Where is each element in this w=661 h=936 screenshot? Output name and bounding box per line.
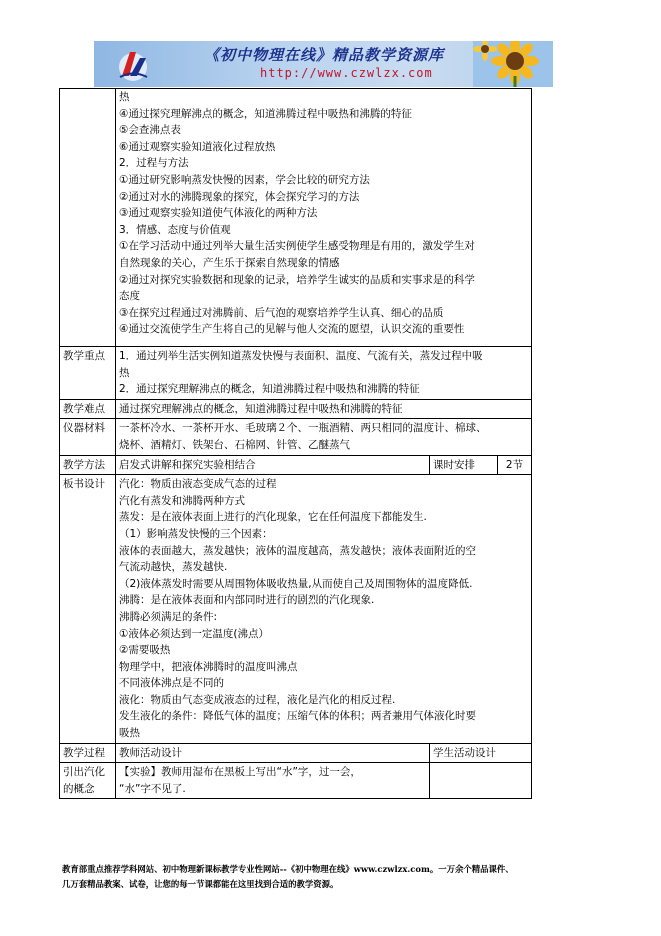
objective-line: ①通过研究影响蒸发快慢的因素，学会比较的研究方法 — [119, 173, 370, 186]
teacher-activity-header: 教师活动设计 — [116, 743, 430, 763]
board-line: 沸腾：是在液体表面和内部同时进行的剧烈的汽化现象. — [119, 594, 375, 607]
method-label: 教学方法 — [60, 455, 116, 475]
objective-line: ③在探究过程通过对沸腾前、后气泡的观察培养学生认真、细心的品质 — [119, 306, 444, 319]
difficulty-row — [60, 399, 532, 419]
method-row — [60, 455, 532, 475]
materials-row — [60, 419, 532, 455]
schedule-label: 课时安排 — [430, 455, 498, 475]
page-footer — [62, 862, 622, 892]
key-point-line: 热 — [119, 366, 130, 379]
objective-line: ②通过对水的沸腾现象的探究，体会探究学习的方法 — [119, 190, 360, 203]
board-line: 液化：物质由气态变成液态的过程，液化是汽化的相反过程. — [119, 693, 396, 706]
banner-url[interactable]: http://www.czwlzx.com — [260, 66, 433, 80]
materials-content — [116, 419, 532, 455]
material-line: 一茶杯冷水、一茶杯开水、毛玻璃２个、一瓶酒精、两只相同的温度计、棉球、 — [119, 422, 487, 435]
board-line: 液体的表面越大，蒸发越快；液体的温度越高，蒸发越快；液体表面附近的空 — [119, 544, 476, 557]
objective-line: 自然现象的关心，产生乐于探索自然现象的情感 — [119, 256, 340, 269]
method-content — [116, 455, 430, 475]
objective-line: 3．情感、态度与价值观 — [119, 223, 231, 236]
process-label: 教学过程 — [60, 743, 116, 763]
materials-label: 仪器材料 — [60, 419, 116, 455]
board-line: ①液体必须达到一定温度(沸点） — [119, 627, 270, 640]
objectives-content — [116, 89, 532, 347]
intro-teacher-content — [116, 763, 430, 799]
intro-label-line: 的概念 — [63, 782, 95, 795]
key-points-row — [60, 347, 532, 400]
board-line: 汽化有蒸发和沸腾两种方式 — [119, 494, 245, 507]
board-line: 沸腾必须满足的条件: — [119, 610, 218, 623]
objective-line: ②通过对探究实验数据和现象的记录，培养学生诚实的品质和实事求是的科学 — [119, 273, 475, 286]
board-line: ②需要吸热 — [119, 644, 171, 657]
board-line: 汽化：物质由液态变成气态的过程 — [119, 478, 277, 491]
objective-line: 态度 — [119, 290, 140, 303]
board-line: 吸热 — [119, 727, 140, 740]
key-point-line: 1．通过列举生活实例知道蒸发快慢与表面积、温度、气流有关，蒸发过程中吸 — [119, 350, 483, 362]
key-point-line: 2．通过探究理解沸点的概念，知道沸腾过程中吸热和沸腾的特征 — [119, 383, 420, 396]
objective-line: ①在学习活动中通过列举大量生活实例使学生感受物理是有用的，激发学生对 — [119, 240, 475, 253]
board-content — [116, 475, 532, 744]
objective-line: ③通过观察实验知道使气体液化的两种方法 — [119, 207, 318, 220]
objective-line: 热 — [119, 91, 130, 103]
banner-title: 《初中物理在线》精品教学资源库 — [204, 46, 445, 64]
objective-line: ④通过交流使学生产生将自己的见解与他人交流的愿望，认识交流的重要性 — [119, 323, 465, 336]
intro-label-line: 引出汽化 — [63, 766, 105, 779]
board-line: （1）影响蒸发快慢的三个因素： — [119, 527, 273, 540]
objectives-row — [60, 89, 532, 347]
board-line: （2)液体蒸发时需要从周围物体吸收热量,从而使自己及周围物体的温度降低. — [119, 577, 473, 590]
schedule-value: 2节 — [498, 455, 532, 475]
difficulty-text: 通过探究理解沸点的概念，知道沸腾过程中吸热和沸腾的特征 — [119, 402, 403, 415]
difficulty-label: 教学难点 — [60, 399, 116, 419]
header-banner — [94, 41, 553, 87]
objectives-label-cell — [60, 89, 116, 347]
board-label: 板书设计 — [60, 475, 116, 744]
intro-line: “水”字不见了. — [119, 782, 186, 795]
lesson-plan-table — [59, 88, 532, 799]
intro-line: 【实验】教师用湿布在黑板上写出“水”字，过一会， — [119, 766, 361, 779]
board-line: 物理学中，把液体沸腾时的温度叫沸点 — [119, 660, 298, 673]
sunflower-icon — [473, 41, 553, 87]
difficulty-content — [116, 399, 532, 419]
method-text: 启发式讲解和探究实验相结合 — [119, 458, 256, 471]
objective-line: ④通过探究理解沸点的概念，知道沸腾过程中吸热和沸腾的特征 — [119, 107, 412, 120]
site-logo-icon — [116, 48, 150, 82]
objective-line: 2．过程与方法 — [119, 157, 189, 170]
intro-student-content — [430, 763, 532, 799]
objective-line: ⑥通过观察实验知道液化过程放热 — [119, 140, 276, 153]
objective-line: ⑤会查沸点表 — [119, 124, 181, 137]
board-row — [60, 475, 532, 744]
key-points-label: 教学重点 — [60, 347, 116, 400]
student-activity-header: 学生活动设计 — [430, 743, 532, 763]
intro-label — [60, 763, 116, 799]
footer-line: 教育部重点推荐学科网站、初中物理新课标教学专业性网站--《初中物理在线》www.czwlzx.com。一万余个精品课件、 — [62, 864, 514, 874]
board-line: 蒸发：是在液体表面上进行的汽化现象，它在任何温度下都能发生. — [119, 511, 427, 524]
key-points-content — [116, 347, 532, 400]
board-line: 发生液化的条件：降低气体的温度；压缩气体的体积；两者兼用气体液化时要 — [119, 710, 476, 723]
footer-line: 几万套精品教案、试卷，让您的每一节课都能在这里找到合适的教学资源。 — [62, 879, 339, 889]
intro-row — [60, 763, 532, 799]
board-line: 不同液体沸点是不同的 — [119, 677, 224, 690]
board-line: 气流动越快，蒸发越快. — [119, 561, 228, 574]
material-line: 烧杯、酒精灯、铁架台、石棉网、针管、乙醚蒸气 — [119, 438, 350, 451]
process-row — [60, 743, 532, 763]
